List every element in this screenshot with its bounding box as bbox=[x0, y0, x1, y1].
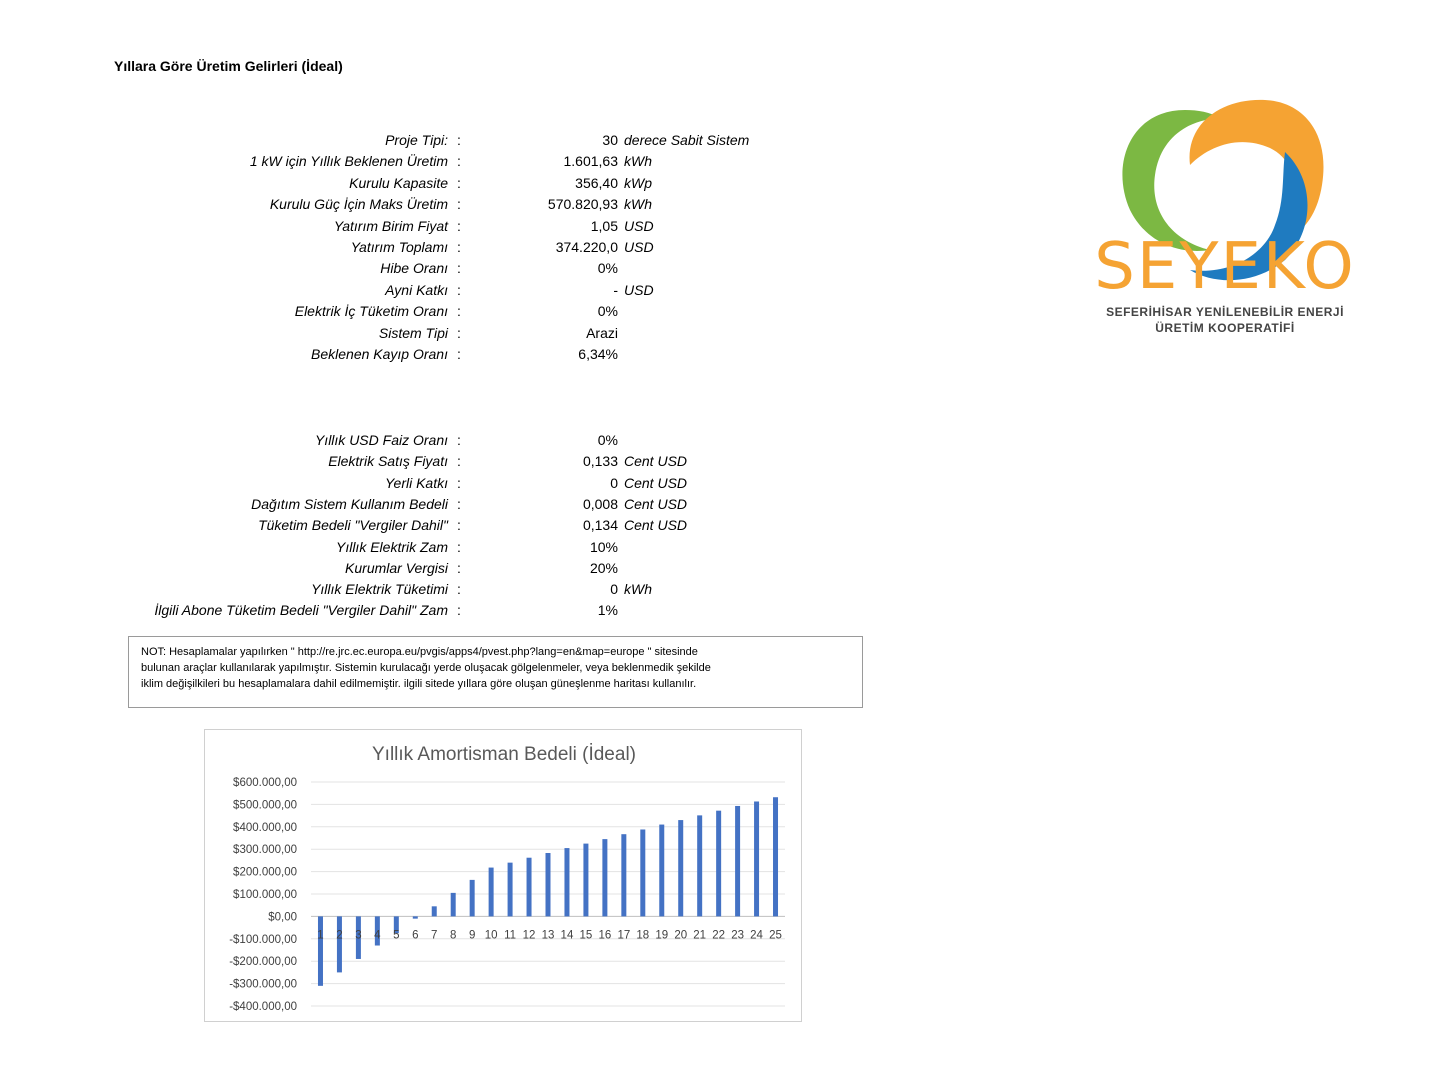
chart-x-tick-label: 2 bbox=[336, 929, 343, 942]
param-label: Kurulu Güç İçin Maks Üretim bbox=[269, 196, 448, 213]
param-value: 1.601,63 bbox=[563, 153, 618, 170]
chart-bar bbox=[697, 815, 702, 916]
brand-subtitle-2: ÜRETİM KOOPERATİFİ bbox=[1155, 321, 1295, 335]
param-row bbox=[0, 303, 800, 323]
chart-y-tick-label: $500.000,00 bbox=[233, 799, 297, 812]
chart-bar bbox=[527, 858, 532, 917]
chart-y-tick-label: -$300.000,00 bbox=[229, 978, 297, 991]
param-value: 1% bbox=[597, 602, 618, 619]
param-unit: USD bbox=[624, 281, 654, 298]
param-label: Dağıtım Sistem Kullanım Bedeli bbox=[251, 495, 448, 512]
param-label: Yıllık Elektrik Zam bbox=[335, 538, 448, 555]
param-colon: : bbox=[457, 517, 461, 534]
chart-x-tick-label: 4 bbox=[374, 929, 381, 942]
param-colon: : bbox=[457, 432, 461, 448]
chart-title: Yıllık Amortisman Bedeli (İdeal) bbox=[372, 744, 636, 765]
chart-bar bbox=[564, 848, 569, 916]
param-unit: USD bbox=[624, 239, 654, 255]
brand-subtitle-1: SEFERİHİSAR YENİLENEBİLİR ENERJİ bbox=[1106, 305, 1344, 319]
param-colon: : bbox=[457, 324, 461, 341]
param-label: Hibe Oranı bbox=[380, 260, 448, 277]
param-row bbox=[0, 196, 800, 216]
chart-x-tick-label: 25 bbox=[769, 929, 782, 942]
param-value: 10% bbox=[589, 538, 618, 555]
chart-bar bbox=[716, 811, 721, 917]
param-unit: kWh bbox=[624, 196, 652, 213]
chart-x-tick-label: 18 bbox=[636, 929, 650, 942]
param-label: Yıllık Elektrik Tüketimi bbox=[311, 581, 448, 598]
param-value: 374.220,0 bbox=[555, 239, 618, 255]
param-unit: Cent USD bbox=[624, 517, 688, 534]
param-label: Sistem Tipi bbox=[378, 324, 448, 341]
param-unit: kWp bbox=[624, 174, 652, 191]
param-row bbox=[0, 475, 800, 495]
chart-x-tick-label: 10 bbox=[484, 929, 498, 942]
chart-bar bbox=[413, 916, 418, 918]
param-value: 0,008 bbox=[582, 495, 618, 512]
note-line: NOT: Hesaplamalar yapılırken " http://re.jrc.ec.europa.eu/pvgis/apps4/pvest.php?lang=en&map=europe " sitesinde bbox=[141, 646, 698, 658]
chart-x-tick-label: 3 bbox=[355, 929, 362, 942]
param-label: Tüketim Bedeli "Vergiler Dahil" bbox=[258, 517, 448, 534]
param-value: 0 bbox=[610, 474, 618, 491]
chart-bar bbox=[432, 906, 437, 916]
param-unit: USD bbox=[624, 217, 654, 234]
param-label: Elektrik İç Tüketim Oranı bbox=[294, 303, 448, 320]
param-unit: Cent USD bbox=[624, 474, 688, 491]
param-value: - bbox=[613, 281, 618, 298]
chart-bar bbox=[773, 797, 778, 916]
chart-x-tick-label: 22 bbox=[712, 929, 726, 942]
param-value: 30 bbox=[602, 132, 618, 148]
param-colon: : bbox=[457, 196, 461, 213]
param-row bbox=[0, 282, 800, 302]
chart-x-tick-label: 5 bbox=[393, 929, 400, 942]
param-row bbox=[0, 453, 800, 473]
chart-bar bbox=[451, 893, 456, 917]
param-row bbox=[0, 175, 800, 195]
brand-name: SEYEKO bbox=[1094, 230, 1356, 304]
param-row bbox=[0, 218, 800, 238]
param-label: Elektrik Satış Fiyatı bbox=[328, 453, 448, 470]
chart-bar bbox=[678, 820, 683, 916]
param-colon: : bbox=[457, 239, 461, 255]
param-value: 570.820,93 bbox=[547, 196, 618, 213]
chart-x-tick-label: 21 bbox=[693, 929, 707, 942]
param-row bbox=[0, 132, 800, 152]
chart-bar bbox=[318, 916, 323, 985]
chart-x-tick-label: 19 bbox=[655, 929, 669, 942]
note-line: bulunan araçlar kullanılarak yapılmıştır. Sistemin kurulacağı yerde oluşacak gölgelenmeler, veya beklenmedik şekilde bbox=[141, 662, 711, 674]
chart-x-tick-label: 8 bbox=[449, 929, 457, 942]
param-value: 0,133 bbox=[582, 453, 618, 470]
param-value: 1,05 bbox=[590, 217, 618, 234]
chart-bar bbox=[489, 868, 494, 917]
param-row bbox=[0, 239, 800, 259]
param-label: Yatırım Toplamı bbox=[350, 239, 448, 255]
chart-y-tick-label: $300.000,00 bbox=[233, 844, 297, 857]
param-value: 0% bbox=[597, 432, 618, 448]
param-value: 0 bbox=[610, 581, 618, 598]
chart-x-tick-label: 20 bbox=[674, 929, 688, 942]
param-value: 0,134 bbox=[582, 517, 618, 534]
param-colon: : bbox=[457, 153, 461, 170]
param-value: 20% bbox=[589, 559, 618, 576]
param-value: 356,40 bbox=[575, 174, 618, 191]
chart-x-tick-label: 15 bbox=[579, 929, 593, 942]
chart-x-tick-label: 9 bbox=[468, 929, 476, 942]
param-colon: : bbox=[457, 174, 461, 191]
param-colon: : bbox=[457, 581, 461, 598]
param-row bbox=[0, 346, 800, 366]
chart-bar bbox=[640, 829, 645, 916]
param-label: Ayni Katkı bbox=[385, 281, 448, 298]
chart-y-tick-label: $100.000,00 bbox=[233, 889, 297, 901]
chart-y-tick-label: -$400.000,00 bbox=[229, 1001, 297, 1013]
param-unit: kWh bbox=[624, 581, 652, 598]
chart-y-tick-label: $400.000,00 bbox=[233, 821, 297, 834]
param-colon: : bbox=[457, 538, 461, 555]
chart-bar bbox=[583, 844, 588, 917]
param-row bbox=[0, 517, 800, 537]
param-colon: : bbox=[457, 346, 461, 362]
chart-x-tick-label: 1 bbox=[317, 929, 324, 942]
param-row bbox=[0, 325, 800, 345]
chart-y-tick-label: $0,00 bbox=[268, 911, 297, 924]
chart-bar bbox=[621, 834, 626, 916]
chart-x-tick-label: 7 bbox=[431, 929, 438, 942]
param-colon: : bbox=[457, 303, 461, 320]
param-label: Yıllık USD Faiz Oranı bbox=[314, 432, 448, 448]
chart-x-tick-label: 23 bbox=[731, 929, 744, 942]
chart-x-tick-label: 16 bbox=[598, 929, 612, 942]
param-label: Kurulu Kapasite bbox=[349, 174, 448, 191]
param-colon: : bbox=[457, 217, 461, 234]
chart-svg bbox=[205, 730, 803, 1023]
param-row bbox=[0, 539, 800, 559]
chart-bar bbox=[754, 801, 759, 916]
param-unit: Cent USD bbox=[624, 495, 688, 512]
param-value: Arazi bbox=[586, 324, 618, 341]
param-label: 1 kW için Yıllık Beklenen Üretim bbox=[249, 153, 448, 170]
param-row bbox=[0, 153, 800, 173]
chart-y-tick-label: -$100.000,00 bbox=[229, 933, 297, 946]
chart-x-tick-label: 24 bbox=[750, 929, 763, 942]
param-label: Kurumlar Vergisi bbox=[345, 559, 448, 576]
amortization-chart bbox=[204, 729, 802, 1022]
chart-x-tick-label: 14 bbox=[560, 929, 574, 942]
chart-x-tick-label: 13 bbox=[541, 929, 555, 942]
chart-bar bbox=[508, 863, 513, 917]
param-label: Yatırım Birim Fiyat bbox=[333, 217, 448, 234]
param-row bbox=[0, 432, 800, 452]
param-label: Yerli Katkı bbox=[384, 474, 448, 491]
param-colon: : bbox=[457, 495, 461, 512]
chart-bar bbox=[602, 839, 607, 916]
param-label: Proje Tipi: bbox=[385, 132, 448, 148]
page-title: Yıllara Göre Üretim Gelirleri (İdeal) bbox=[114, 58, 343, 74]
param-unit: derece Sabit Sistem bbox=[624, 132, 750, 148]
param-row bbox=[0, 581, 800, 601]
chart-bar bbox=[659, 825, 664, 917]
chart-bar bbox=[735, 806, 740, 916]
param-colon: : bbox=[457, 602, 461, 619]
chart-x-tick-label: 6 bbox=[412, 929, 419, 942]
param-row bbox=[0, 260, 800, 280]
param-colon: : bbox=[457, 474, 461, 491]
chart-x-tick-label: 17 bbox=[617, 929, 631, 942]
chart-bar bbox=[470, 880, 475, 917]
param-value: 0% bbox=[597, 260, 618, 277]
param-colon: : bbox=[457, 132, 461, 148]
param-value: 6,34% bbox=[578, 346, 618, 362]
param-label: İlgili Abone Tüketim Bedeli "Vergiler Dahil" Zam bbox=[154, 602, 448, 619]
chart-x-tick-label: 11 bbox=[504, 929, 517, 942]
param-row bbox=[0, 496, 800, 516]
param-value: 0% bbox=[597, 303, 618, 320]
param-colon: : bbox=[457, 281, 461, 298]
chart-x-tick-label: 12 bbox=[522, 929, 536, 942]
note-box bbox=[128, 636, 863, 708]
param-colon: : bbox=[457, 260, 461, 277]
param-unit: Cent USD bbox=[624, 453, 688, 470]
param-colon: : bbox=[457, 453, 461, 470]
note-line: iklim değişilkileri bu hesaplamalara dahil edilmemiştir. ilgili sitede yıllara göre oluşan güneşlenme haritası kullanılır. bbox=[141, 678, 697, 690]
param-row bbox=[0, 560, 800, 580]
chart-bar bbox=[337, 916, 342, 972]
param-row bbox=[0, 602, 800, 622]
param-unit: kWh bbox=[624, 153, 652, 170]
param-colon: : bbox=[457, 559, 461, 576]
chart-bar bbox=[546, 853, 551, 916]
chart-y-tick-label: $600.000,00 bbox=[233, 777, 297, 789]
chart-y-tick-label: -$200.000,00 bbox=[229, 956, 297, 969]
chart-y-tick-label: $200.000,00 bbox=[233, 866, 297, 879]
param-label: Beklenen Kayıp Oranı bbox=[311, 346, 448, 362]
